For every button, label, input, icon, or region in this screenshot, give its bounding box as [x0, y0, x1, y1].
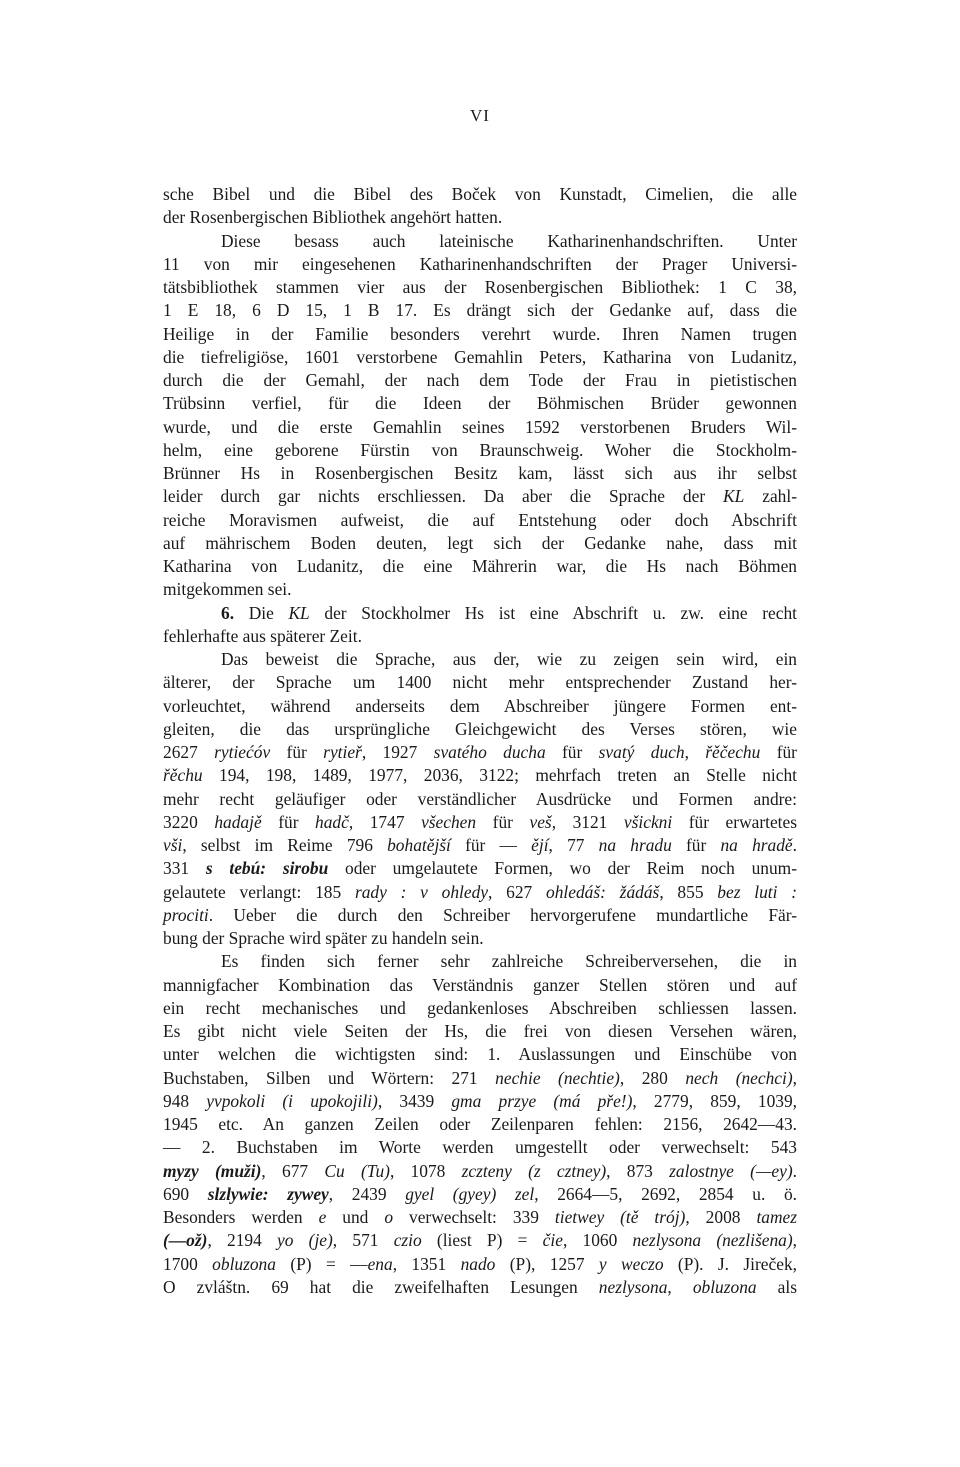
text-segment: 331 [163, 858, 206, 879]
text-segment: O zvláštn. 69 hat die zweifelhaften Lesungen [163, 1276, 599, 1297]
emphasized-text: Cu (Tu) [324, 1160, 390, 1181]
text-segment: , 77 [548, 835, 599, 855]
text-segment: vorleuchtet, während anderseits dem Abschreiber jüngere Formen ent- [163, 695, 797, 716]
emphasized-text: obluzona [692, 1276, 757, 1297]
text-segment: 690 [163, 1183, 208, 1204]
emphasized-text: slzlywie: zywey [207, 1183, 329, 1204]
text-segment: wurde, und die erste Gemahlin seines 1592 verstorbenen Bruders Wil- [163, 416, 797, 437]
emphasized-text: na hradu [598, 835, 672, 855]
text-segment: 2627 [163, 742, 215, 762]
emphasized-text: rytieř [323, 742, 362, 762]
emphasized-text: yo (je) [277, 1230, 333, 1251]
emphasized-text: yvpokoli (i upokojili) [206, 1090, 378, 1111]
text-segment: gelautete verlangt: 185 [163, 881, 355, 902]
text-line [163, 206, 797, 229]
text-segment: Diese besass auch lateinische Katharinenhandschriften. Unter [221, 230, 797, 251]
emphasized-text: nech (nechci) [685, 1067, 793, 1088]
text-segment: Buchstaben, Silben und Wörtern: 271 [163, 1067, 496, 1088]
text-line [163, 439, 797, 462]
body-text [163, 183, 797, 1299]
emphasized-text: zczteny (z cztney) [461, 1160, 607, 1181]
text-line [163, 578, 797, 601]
text-segment: fehlerhafte aus späterer Zeit. [163, 625, 362, 646]
text-segment: tätsbibliothek stammen vier aus der Rosenbergischen Bibliothek: 1 C 38, [163, 277, 797, 297]
emphasized-text: rytiećóv [214, 742, 271, 762]
emphasized-text: e [318, 1207, 327, 1227]
text-line [163, 1183, 797, 1206]
emphasized-text: hadajě [214, 811, 262, 832]
text-segment: , 2439 [328, 1183, 406, 1204]
text-segment: 948 [163, 1090, 207, 1111]
text-segment: Trübsinn verfiel, für die Ideen der Böhmischen Brüder gewonnen [163, 393, 797, 414]
text-line [163, 346, 797, 369]
emphasized-text: tamez [756, 1207, 798, 1227]
emphasized-text: KL [288, 602, 310, 623]
emphasized-text: ohledáš: žádáš [546, 881, 660, 902]
text-segment: die tiefreligiöse, 1601 verstorbene Gemahlin Peters, Katharina von Ludanitz, [163, 346, 797, 367]
text-segment: Brünner Hs in Rosenbergischen Besitz kam, lässt sich aus ihr selbst [163, 463, 797, 483]
text-segment: , 1927 [361, 742, 434, 762]
text-segment: Besonders werden [163, 1207, 319, 1227]
text-segment: — 2. Buchstaben im Worte werden umgestellt oder verwechselt: 543 [163, 1137, 797, 1158]
text-segment: (liest P) = [421, 1230, 543, 1251]
emphasized-text: všechen [421, 811, 477, 832]
emphasized-text: ějí [531, 835, 549, 855]
text-segment: , 855 [659, 881, 718, 902]
text-segment: durch die der Gemahl, der nach dem Tode der Frau in pietistischen [163, 370, 797, 390]
text-line [163, 1090, 797, 1113]
text-segment: 1700 [163, 1253, 213, 1274]
text-segment: 1 E 18, 6 D 15, 1 B 17. Es drängt sich der Gedanke auf, dass die [163, 300, 797, 321]
text-line [163, 462, 797, 485]
text-segment: gleiten, die das ursprüngliche Gleichgewicht des Verses stören, wie [163, 718, 797, 739]
text-line [163, 416, 797, 439]
emphasized-text: bez luti : [717, 881, 797, 902]
text-line [163, 1276, 797, 1299]
text-segment: für [545, 742, 599, 762]
text-line [163, 1229, 797, 1252]
emphasized-text: myzy (muži) [163, 1160, 262, 1181]
text-segment: , 571 [332, 1230, 394, 1251]
text-line [163, 834, 797, 857]
text-segment: verwechselt: 339 [393, 1207, 555, 1227]
text-line [163, 392, 797, 415]
text-segment: , 2664—5, 2692, 2854 u. ö. [534, 1183, 797, 1204]
text-segment: und [326, 1207, 385, 1227]
text-line [163, 1136, 797, 1159]
text-line [163, 857, 797, 880]
text-line [163, 532, 797, 555]
text-segment: , [792, 1067, 798, 1088]
text-segment: reiche Moravismen aufweist, die auf Entstehung oder doch Abschrift [163, 509, 797, 530]
text-line [163, 1043, 797, 1066]
text-segment: , 677 [261, 1160, 325, 1181]
text-line [163, 904, 797, 927]
page-number: VI [470, 106, 490, 125]
text-line [163, 1113, 797, 1136]
text-segment: Heilige in der Familie besonders verehrt wurde. Ihren Namen trugen [163, 323, 797, 344]
emphasized-text: tietwey (tě trój) [554, 1207, 686, 1227]
text-segment: unter welchen die wichtigsten sind: 1. Auslassungen und Einschübe von [163, 1044, 797, 1065]
emphasized-text: hadč [315, 811, 349, 832]
text-segment: , 1060 [562, 1230, 633, 1251]
text-line [163, 485, 797, 508]
text-line [163, 764, 797, 787]
text-segment: mehr recht geläufiger oder verständlicher Ausdrücke und Formen andre: [163, 788, 797, 809]
text-segment: , 2008 [685, 1207, 757, 1227]
text-segment: 194, 198, 1489, 1977, 2036, 3122; mehrfach treten an Stelle nicht [202, 765, 797, 786]
text-segment: , selbst im Reime 796 [182, 835, 388, 855]
text-segment: oder umgelautete Formen, wo der Reim noch unum- [328, 858, 797, 879]
text-segment: (P), 1257 [495, 1253, 599, 1274]
text-line [163, 555, 797, 578]
emphasized-text: vši [163, 835, 183, 855]
text-line [163, 648, 797, 671]
emphasized-text: gma przye (má pře!) [451, 1090, 633, 1111]
text-line [163, 881, 797, 904]
text-segment: (P). J. Jireček, [663, 1253, 797, 1274]
text-segment: . [792, 1160, 797, 1181]
text-line [163, 183, 797, 206]
emphasized-text: y weczo [598, 1253, 664, 1274]
text-segment: sche Bibel und die Bibel des Boček von Kunstadt, Cimelien, die alle [163, 184, 797, 204]
emphasized-text: czio [393, 1230, 422, 1251]
text-line [163, 788, 797, 811]
text-segment: , 1351 [392, 1253, 461, 1274]
text-segment: leider durch gar nichts erschliessen. Da aber die Sprache der [163, 486, 724, 507]
emphasized-text: 6. [221, 602, 235, 623]
emphasized-text: obluzona [212, 1253, 276, 1274]
text-segment: für [760, 742, 797, 762]
emphasized-text: bohatější [387, 835, 451, 855]
text-segment: mannigfacher Kombination das Verständnis ganzer Stellen stören und auf [163, 974, 797, 995]
text-segment: , 2779, 859, 1039, [632, 1090, 797, 1111]
text-segment: Es gibt nicht viele Seiten der Hs, die frei von diesen Versehen wären, [163, 1021, 797, 1041]
text-line [163, 950, 797, 973]
text-segment: . Ueber die durch den Schreiber hervorgerufene mundartliche Fär- [208, 904, 797, 925]
text-segment: 1945 etc. An ganzen Zeilen oder Zeilenparen fehlen: 2156, 2642—43. [163, 1114, 797, 1134]
text-line [163, 253, 797, 276]
emphasized-text: s tebú: sirobu [205, 858, 329, 879]
text-line [163, 1206, 797, 1229]
emphasized-text: rady : v ohledy [354, 881, 489, 902]
text-segment: ein recht mechanisches und gedankenloses Abschreiben schliessen lassen. [163, 997, 797, 1018]
text-segment: Katharina von Ludanitz, die eine Mährerin war, die Hs nach Böhmen [163, 556, 797, 576]
emphasized-text: nezlysona [598, 1276, 668, 1297]
text-segment: zahl- [744, 486, 797, 507]
text-line [163, 1160, 797, 1183]
text-segment: , 627 [488, 881, 547, 902]
emphasized-text: na hradě [720, 835, 793, 855]
text-segment: für — [450, 835, 532, 855]
text-segment: , 2194 [207, 1230, 278, 1251]
text-segment: der Rosenbergischen Bibliothek angehört hatten. [163, 207, 503, 228]
emphasized-text: zel [514, 1183, 535, 1204]
text-segment: für erwartetes [672, 811, 798, 832]
emphasized-text: svatý duch [598, 742, 685, 762]
text-line [163, 671, 797, 694]
text-line [163, 695, 797, 718]
emphasized-text: všickni [623, 811, 673, 832]
emphasized-text: prociti [163, 904, 209, 925]
text-segment: , 3121 [551, 811, 624, 832]
text-segment: mitgekommen sei. [163, 579, 292, 600]
text-line [163, 602, 797, 625]
text-segment: helm, eine geborene Fürstin von Braunschweig. Woher die Stockholm- [163, 439, 797, 460]
text-segment: auf mährischem Boden deuten, legt sich der Gedanke nahe, dass mit [163, 532, 797, 553]
emphasized-text: o [384, 1207, 394, 1227]
emphasized-text: (—ož) [163, 1230, 208, 1251]
emphasized-text: čie [542, 1230, 563, 1251]
text-segment: Das beweist die Sprache, aus der, wie zu zeigen sein wird, ein [221, 649, 797, 669]
text-line [163, 1020, 797, 1043]
text-line [163, 230, 797, 253]
text-line [163, 509, 797, 532]
text-segment: , 1078 [389, 1160, 462, 1181]
text-line [163, 276, 797, 299]
text-line [163, 625, 797, 648]
text-segment: bung der Sprache wird später zu handeln sein. [163, 928, 484, 948]
text-segment: . [792, 835, 798, 855]
emphasized-text: řěchu [163, 765, 203, 786]
text-segment: , [667, 1276, 693, 1297]
emphasized-text: ena [367, 1253, 393, 1274]
emphasized-text: svatého ducha [433, 742, 546, 762]
text-line [163, 811, 797, 834]
emphasized-text: řěčechu [705, 742, 761, 762]
text-line [163, 1067, 797, 1090]
emphasized-text: veš [529, 811, 552, 832]
emphasized-text: KL [723, 486, 745, 507]
text-segment: für [671, 835, 721, 855]
text-line [163, 718, 797, 741]
text-segment: als [756, 1276, 797, 1297]
text-line [163, 323, 797, 346]
text-segment: , 280 [619, 1067, 686, 1088]
text-segment: , [792, 1230, 797, 1251]
text-segment: der Stockholmer Hs ist eine Abschrift u. zw. eine recht [309, 602, 797, 623]
text-segment: , 3439 [377, 1090, 452, 1111]
text-line [163, 927, 797, 950]
text-line [163, 974, 797, 997]
emphasized-text: nechie (nechtie) [495, 1067, 620, 1088]
text-line [163, 997, 797, 1020]
text-line [163, 369, 797, 392]
text-segment: , 1747 [348, 811, 422, 832]
text-segment: , [684, 742, 706, 762]
text-segment: 11 von mir eingesehenen Katharinenhandschriften der Prager Universi- [163, 253, 797, 274]
emphasized-text: gyel (gyey) [405, 1183, 497, 1204]
text-segment: , 873 [606, 1160, 670, 1181]
emphasized-text: nado [460, 1253, 496, 1274]
text-segment: Die [234, 602, 289, 623]
text-segment: Es finden sich ferner sehr zahlreiche Schreiberversehen, die in [221, 951, 797, 972]
text-segment: älterer, der Sprache um 1400 nicht mehr entsprechender Zustand her- [163, 672, 797, 693]
text-segment: (P) = — [275, 1253, 368, 1274]
text-segment: für [261, 811, 316, 832]
text-segment: 3220 [163, 811, 215, 832]
text-line [163, 299, 797, 322]
text-segment: für [476, 811, 530, 832]
text-line [163, 741, 797, 764]
emphasized-text: zalostnye (—ey) [669, 1160, 793, 1181]
text-segment: für [270, 742, 324, 762]
emphasized-text: nezlysona (nezlišena) [632, 1230, 793, 1251]
text-line [163, 1253, 797, 1276]
text-segment [496, 1184, 515, 1204]
